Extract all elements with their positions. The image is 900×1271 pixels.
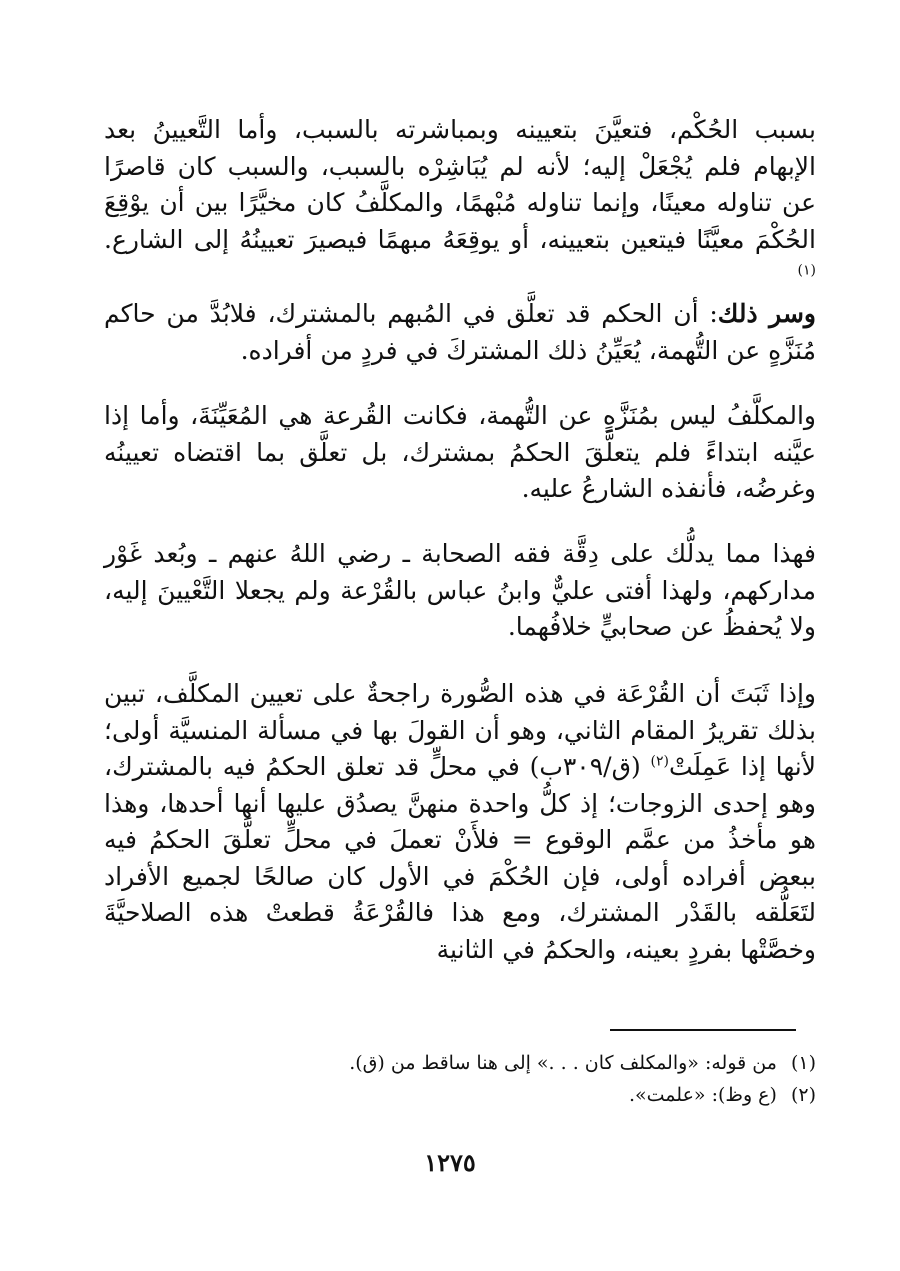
paragraph-1-text: بسبب الحُكْم، فتعيَّنَ بتعيينه وبمباشرته بالسبب، وأما التَّعيينُ بعد الإبهام فلم يُجْعَلْ إليه؛ لأنه لم يُبَاشِرْه بالسبب، والسبب كان قاصرًا عن تناوله معينًا، وإنما تناوله مُبْهمًا، والمكلَّفُ كان مخيَّرًا بين أن يوْقِعَ الحُكْمَ معيَّنًا فيتعين بتعيينه، أو يوقِعَهُ مبهمًا فيصيرَ تعيينُهُ إلى الشارع. [104,115,816,254]
footnote-separator [610,1029,796,1031]
paragraph-2-text: : أن الحكم قد تعلَّق في المُبهم بالمشترك، فلابُدَّ من حاكم مُنَزَّهٍ عن التُّهمة، يُعَيِّنُ ذلك المشتركَ في فردٍ من أفراده. [104,299,816,365]
footnotes [104,1047,816,1111]
footnote-1 [104,1047,816,1079]
footnote-ref-1[interactable]: (١) [797,262,816,279]
paragraph-4: فهذا مما يدلُّك على دِقَّة فقه الصحابة ـ رضي اللهُ عنهم ـ وبُعد غَوْر مداركهم، ولهذا أفتى عليٌّ وابنُ عباس بالقُرْعة ولم يجعلا التَّعْيينَ إليه، ولا يُحفظُ عن صحابيٍّ خلافُهما. [104,539,816,641]
page-number: ١٢٧٥ [424,1148,476,1177]
footnote-2 [104,1079,816,1111]
paragraph-5 [104,676,816,968]
paragraph-1 [104,112,816,295]
paragraph-3: والمكلَّفُ ليس بمُنَزَّهٍ عن التُّهمة، فكانت القُرعة هي المُعَيِّنَةَ، وأما إذا عيَّنه ابتداءً فلم يتعلَّقَ الحكمُ بمشترك، بل تعلَّق بما اقتضاه تعيينُه وغرضُه، فأنفذه الشارعُ عليه. [104,401,816,503]
footnote-2-number: (٢) [790,1084,816,1106]
paragraph-2-lead: وسر ذلك [717,299,816,328]
footnote-1-number: (١) [790,1052,816,1074]
paragraph-2 [104,296,816,369]
footnote-2-text: (ع وظ): «علمت». [628,1084,777,1106]
paragraph-5-text-a: وإذا ثَبَتَ أن القُرْعَة في هذه الصُّورة راجحةٌ على تعيين المكلَّف، تبين بذلك تقريرُ المقام الثاني، وهو أن القولَ بها في مسألة المنسيَّة أولى؛ لأنها إذا عَمِلَتْ [104,679,816,781]
paragraph-5-text-b: (ق/٣٠٩ب) في محلٍّ قد تعلق الحكمُ فيه بالمشترك، وهو إحدى الزوجات؛ إذ كلُّ واحدة منهنَّ يصدُق عليها أنها أحدها، وهذا هو مأخذُ من عمَّم الوقوع = فلأَنْ تعملَ في محلٍّ تعلَّقَ الحكمُ فيه ببعض أفراده أولى، فإن الحُكْمَ في الأول كان صالحًا لجميع الأفراد لتَعَلُّقه بالقَدْر المشترك، ومع هذا فالقُرْعَةُ قطعتْ هذه الصلاحيَّةَ وخصَّتْها بفردٍ بعينه، والحكمُ في الثانية [104,752,816,964]
footnote-ref-2[interactable]: (٢) [650,753,669,770]
footnote-1-text: من قوله: «والمكلف كان . . .» إلى هنا ساقط من (ق). [349,1052,777,1074]
